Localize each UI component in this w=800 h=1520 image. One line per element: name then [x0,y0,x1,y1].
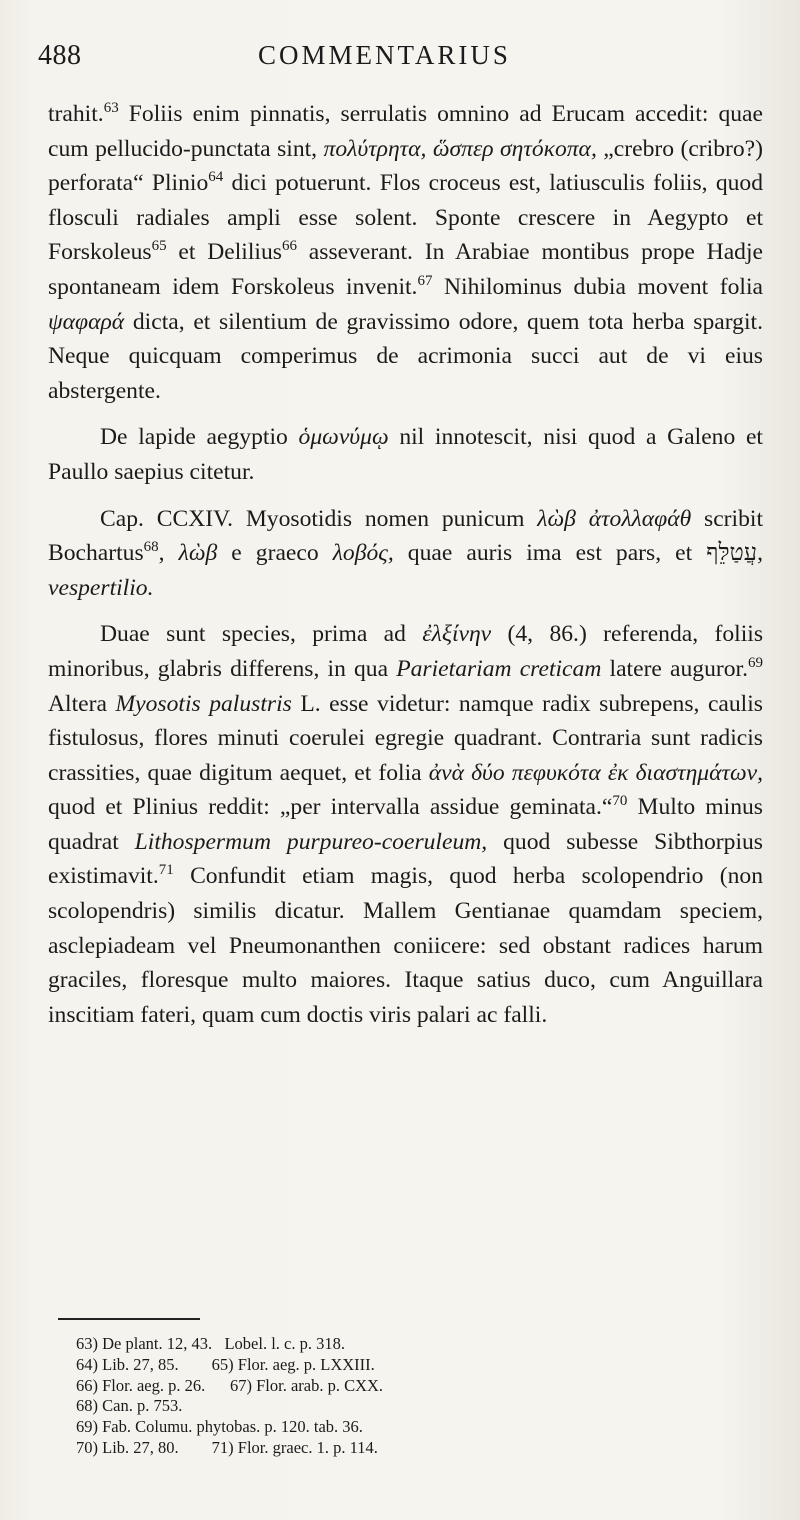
text-run: scribit Bochartus [48,505,763,567]
footnote-line: 70) Lib. 27, 80. 71) Flor. graec. 1. p. 114. [76,1437,378,1457]
text-run: dici potuerunt. Flos croceus est, latiusculis foliis, quod flosculi radiales ampli esse solent. Sponte crescere in Aegypto et Forskoleus [48,170,764,266]
footnote-ref: 70 [612,793,628,810]
footnote-line: 66) Flor. aeg. p. 26. 67) Flor. arab. p. CXX. [76,1375,384,1395]
page-number: 488 [38,40,82,71]
footnote-ref: 68 [143,539,159,556]
footnote-ref: 63 [103,100,119,116]
italic-term: ὁμωνύμῳ [298,424,389,451]
text-run: latere auguror. [601,655,748,682]
running-title: COMMENTARIUS [258,40,511,70]
text-run: quod subesse Sibthorpius existimavit. [48,828,763,890]
italic-term: λὼβ [178,540,218,567]
text-run: Multo minus quadrat [48,794,763,855]
footnote-ref: 64 [208,169,224,186]
italic-term: ἐλξίνην [422,621,492,648]
text-run: Cap. CCXIV. Myosotidis nomen punicum [100,505,538,532]
footnote-line: 69) Fab. Columu. phytobas. p. 120. tab. 36. [76,1417,363,1437]
italic-term: vespertilio. [48,574,154,601]
text-run: asseverant. In Arabiae montibus prope Hadje spontaneam idem Forskoleus invenit. [48,239,763,300]
text-run: L. esse videtur: namque radix subrepens, caulis fistulosus, flores minuti coerulei egregie quadrant. Contraria sunt radicis crassities, quae digitum aequet, et folia [48,690,763,786]
text-run: Altera [48,690,116,717]
footnote-ref: 65 [151,238,167,255]
footnote-ref: 67 [417,272,433,289]
text-run: e graeco [217,540,333,567]
paragraph-myrrhis-continuation [48,97,763,408]
text-run: quae auris ima est pars, et [393,540,707,567]
text-run: Nihilominus dubia movent folia [432,273,764,300]
footnote-ref: 69 [748,654,763,671]
italic-term: ἀνὰ δύο πεφυκότα ἐκ διαστημάτων, [428,759,763,786]
italic-term: Parietariam creticam [396,655,602,682]
footnote-rule [58,1318,200,1320]
text-run: „crebro (cribro?) perforata“ Plinio [48,135,763,197]
text-run: trahit. [48,101,104,127]
footnote-line: 68) Can. p. 753. [76,1396,183,1416]
text-run: De lapide aegyptio [100,424,299,451]
hebrew-word: עֲטַלֵּף [706,540,758,567]
paragraph-cap-ccxiv [48,502,763,606]
footnote-line: 63) De plant. 12, 43. Lobel. l. c. p. 318. [76,1334,345,1353]
footnotes [76,1334,756,1459]
text-run: Confundit etiam magis, quod herba scolopendrio (non scolopendris) similis dicatur. Mallem Gentianae quamdam speciem, asclepiadeam vel Pneumonanthen coniicere: sed obstant radices harum graciles, floresque multo maiores. Itaque satius duco, cum Anguillara inscitiam fateri, quam cum doctis viris palari ac falli. [48,863,763,1028]
footnote-line: 64) Lib. 27, 85. 65) Flor. aeg. p. LXXIII. [76,1354,375,1374]
main-text [48,97,763,1032]
italic-term: ψαφαρά [48,308,125,335]
footnote-ref: 66 [281,238,297,255]
text-run: , [757,540,763,567]
text-run: nil innotescit, nisi quod a Galeno et Paullo saepius citetur. [48,424,763,485]
text-run: Duae sunt species, prima ad [100,621,423,648]
footnote-ref: 71 [158,862,174,879]
text-run: et Delilius [166,239,282,266]
text-run: quod et Plinius reddit: „per intervalla assidue geminata.“ [48,794,613,821]
text-run: Foliis enim pinnatis, serrulatis omnino ad Erucam accedit: quae cum pellucido-punctata sint, [48,101,763,162]
italic-term: λὼβ ἀτολλαφάθ [537,505,692,532]
text-run: dicta, et silentium de gravissimo odore, quem tota herba spargit. Neque quicquam comperimus de acrimonia succi aut de vi eius abstergente. [48,308,763,404]
italic-term: λοβός, [332,540,394,567]
paragraph-myosotis-species [48,617,763,1032]
running-head [38,40,754,80]
italic-term: Lithospermum purpureo-coeruleum, [134,828,488,855]
text-run: (4, 86.) referenda, foliis minoribus, glabris differens, in qua [48,621,764,682]
text-run: , [158,540,179,567]
italic-term: Myosotis palustris [115,690,292,717]
italic-term: πολύτρητα, ὥσπερ σητόκοπα, [323,135,597,162]
paragraph-lapis-aegyptius [48,420,763,489]
